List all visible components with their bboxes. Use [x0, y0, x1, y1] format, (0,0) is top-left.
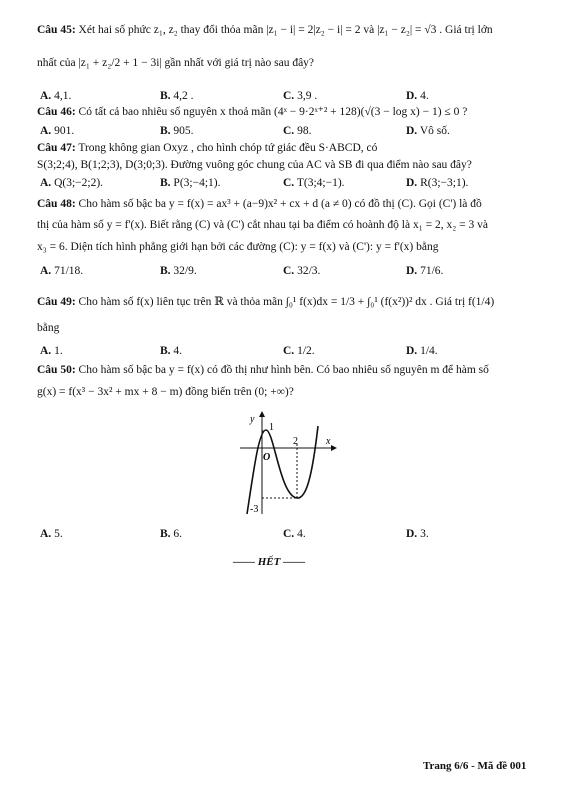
- q49-line-2: [37, 321, 59, 335]
- q50-line-2: [37, 385, 294, 399]
- q46-option-d: D. Vô số.: [406, 125, 450, 137]
- q45-line-2: [37, 56, 314, 70]
- option-letter: D.: [406, 90, 418, 102]
- q50-option-d: D. 3.: [406, 528, 429, 540]
- option-letter: B.: [160, 265, 171, 277]
- option-letter: A.: [40, 265, 52, 277]
- option-letter: B.: [160, 177, 171, 189]
- q46-option-b: B. 905.: [160, 125, 194, 137]
- option-letter: C.: [283, 265, 295, 277]
- option-letter: A.: [40, 90, 52, 102]
- q48-text-2: thị của hàm số y = f'(x). Biết rằng (C) và (C') cắt nhau tại ba điểm có hoành độ là x₁ = 2, x₂ = 3 và: [37, 219, 488, 231]
- q47-option-b: B. P(3;−4;1).: [160, 177, 221, 189]
- q47-text-2: S(3;2;4), B(1;2;3), D(3;0;3). Đường vuông góc chung của AC và SB đi qua điểm nào sau đây?: [37, 159, 472, 171]
- q49-line-1: [37, 295, 494, 309]
- q47-option-d: D. R(3;−3;1).: [406, 177, 469, 189]
- q45-text-2: nhất của |z₁ + z₂/2 + 1 − 3i| gần nhất với giá trị nào sau đây?: [37, 57, 315, 69]
- q49-text-2: bằng: [37, 322, 60, 334]
- option-letter: B.: [160, 90, 171, 102]
- q47-option-a: A. Q(3;−2;2).: [40, 177, 104, 189]
- q45-option-c: C. 3,9 .: [283, 90, 318, 102]
- option-letter: C.: [283, 177, 295, 189]
- q47-line-2: [37, 158, 472, 172]
- q50-line-1: [37, 363, 489, 377]
- q49-label: Câu 49:: [37, 296, 76, 308]
- option-letter: A.: [40, 528, 52, 540]
- option-letter: B.: [160, 125, 171, 137]
- q50-label: Câu 50:: [37, 364, 76, 376]
- q48-option-b: B. 32/9.: [160, 265, 197, 277]
- option-letter: B.: [160, 345, 171, 357]
- option-letter: B.: [160, 528, 171, 540]
- q48-option-a: A. 71/18.: [40, 265, 84, 277]
- q46-option-a: A. 901.: [40, 125, 75, 137]
- end-marker: —— HẾT ——: [233, 556, 306, 568]
- graph-tick-minus3: -3: [250, 504, 259, 515]
- q45-option-a: A. 4,1.: [40, 90, 72, 102]
- q49-option-b: B. 4.: [160, 345, 183, 357]
- q47-line-1: [37, 141, 377, 155]
- q47-option-c: C. T(3;4;−1).: [283, 177, 345, 189]
- q45-label: Câu 45:: [37, 24, 76, 36]
- q47-label: Câu 47:: [37, 142, 76, 154]
- q47-text-1: Trong không gian Oxyz , cho hình chóp tứ giác đều S·ABCD, có: [78, 142, 378, 154]
- cubic-graph: [232, 408, 344, 520]
- option-letter: D.: [406, 177, 418, 189]
- option-letter: A.: [40, 345, 52, 357]
- q48-option-c: C. 32/3.: [283, 265, 321, 277]
- q50-text-2: g(x) = f(x³ − 3x² + mx + 8 − m) đồng biến trên (0; +∞)?: [37, 386, 294, 398]
- q46-option-c: C. 98.: [283, 125, 312, 137]
- graph-y-label: y: [250, 414, 255, 425]
- q48-text-3: x₃ = 6. Diện tích hình phẳng giới hạn bởi các đường (C): y = f(x) và (C'): y = f'(x) bằng: [37, 241, 439, 253]
- q49-option-d: D. 1/4.: [406, 345, 438, 357]
- q46-line-1: [37, 105, 467, 119]
- q50-option-b: B. 6.: [160, 528, 183, 540]
- q46-text-1: Có tất cả bao nhiêu số nguyên x thoả mãn (4ˣ − 9·2ˣ⁺² + 128)(√(3 − log x) − 1) ≤ 0 ?: [78, 106, 468, 118]
- q48-line-1: [37, 197, 482, 211]
- option-letter: D.: [406, 125, 418, 137]
- q48-text-1: Cho hàm số bậc ba y = f(x) = ax³ + (a−9)x² + cx + d (a ≠ 0) có đồ thị (C). Gọi (C') là đồ: [78, 198, 482, 210]
- option-letter: A.: [40, 125, 52, 137]
- q45-text-1: Xét hai số phức z₁, z₂ thay đổi thỏa mãn |z₁ − i| = 2|z₂ − i| = 2 và |z₁ − z₂| = √3 . Giá trị lớn: [78, 24, 493, 36]
- cubic-curve: [247, 426, 318, 514]
- option-letter: A.: [40, 177, 52, 189]
- option-letter: D.: [406, 528, 418, 540]
- q49-option-a: A. 1.: [40, 345, 63, 357]
- graph-origin-label: O: [263, 452, 271, 463]
- q50-option-c: C. 4.: [283, 528, 306, 540]
- page-number: Trang 6/6 - Mã đề 001: [423, 760, 527, 772]
- q49-option-c: C. 1/2.: [283, 345, 315, 357]
- option-letter: D.: [406, 265, 418, 277]
- graph-x-label: x: [326, 436, 331, 447]
- q50-option-a: A. 5.: [40, 528, 63, 540]
- graph-tick-2: 2: [293, 436, 298, 447]
- option-letter: D.: [406, 345, 418, 357]
- q45-option-d: D. 4.: [406, 90, 429, 102]
- option-letter: C.: [283, 90, 295, 102]
- q45-option-b: B. 4,2 .: [160, 90, 194, 102]
- q49-text-1: Cho hàm số f(x) liên tục trên ℝ và thỏa mãn ∫₀¹ f(x)dx = 1/3 + ∫₀¹ (f(x²))² dx . Giá trị f(1/4): [78, 296, 495, 308]
- q48-line-3: [37, 240, 438, 254]
- q48-label: Câu 48:: [37, 198, 76, 210]
- option-letter: C.: [283, 125, 295, 137]
- option-letter: C.: [283, 528, 295, 540]
- q48-option-d: D. 71/6.: [406, 265, 444, 277]
- q50-text-1: Cho hàm số bậc ba y = f(x) có đồ thị như hình bên. Có bao nhiêu số nguyên m để hàm số: [78, 364, 489, 376]
- q48-line-2: [37, 218, 488, 232]
- option-letter: C.: [283, 345, 295, 357]
- q46-label: Câu 46:: [37, 106, 76, 118]
- graph-tick-1: 1: [269, 422, 274, 433]
- q45-line-1: [37, 23, 493, 37]
